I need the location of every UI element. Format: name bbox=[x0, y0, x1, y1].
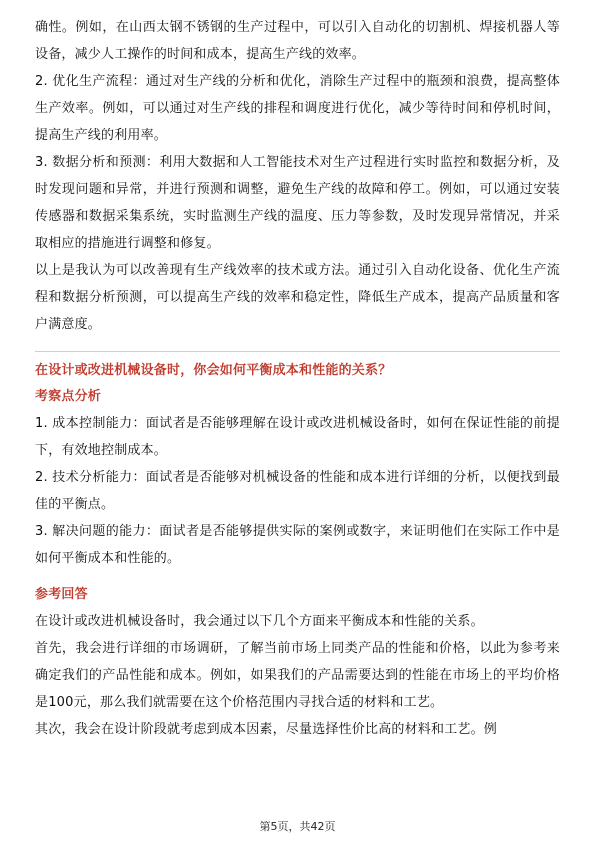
question-title: 在设计或改进机械设备时，你会如何平衡成本和性能的关系？ bbox=[35, 363, 392, 378]
page-number-footer: 第5页，共42页 bbox=[259, 820, 336, 833]
answer-intro: 在设计或改进机械设备时，我会通过以下几个方面来平衡成本和性能的关系。 bbox=[35, 614, 484, 629]
answer-heading: 参考回答 bbox=[35, 587, 88, 602]
document-page bbox=[35, 14, 560, 743]
method-3-paragraph: 3. 数据分析和预测：利用大数据和人工智能技术对生产过程进行实时监控和数据分析，及时发现问题和异常，并进行预测和调整，避免生产线的故障和停工。例如，可以通过安装传感器和数据采集系统，实时监测生产线的温度、压力等参数，及时发现异常情况，并采取相应的措施进行调整和修复。 bbox=[35, 155, 560, 251]
section-divider bbox=[35, 351, 560, 352]
summary-paragraph: 以上是我认为可以改善现有生产线效率的技术或方法。通过引入自动化设备、优化生产流程和数据分析预测，可以提高生产线的效率和稳定性，降低生产成本，提高产品质量和客户满意度。 bbox=[35, 263, 560, 332]
method-2-paragraph: 2. 优化生产流程：通过对生产线的分析和优化，消除生产过程中的瓶颈和浪费，提高整体生产效率。例如，可以通过对生产线的排程和调度进行优化，减少等待时间和停机时间，提高生产线的利用率。 bbox=[35, 74, 560, 143]
analysis-point-1: 1. 成本控制能力：面试者是否能够理解在设计或改进机械设备时，如何在保证性能的前提下，有效地控制成本。 bbox=[35, 416, 560, 458]
answer-first-point: 首先，我会进行详细的市场调研，了解当前市场上同类产品的性能和价格，以此为参考来确定我们的产品性能和成本。例如，如果我们的产品需要达到的性能在市场上的平均价格是100元，那么我们就需要在这个价格范围内寻找合适的材料和工艺。 bbox=[35, 641, 560, 710]
answer-second-point: 其次，我会在设计阶段就考虑到成本因素，尽量选择性价比高的材料和工艺。例 bbox=[35, 722, 498, 737]
analysis-point-2: 2. 技术分析能力：面试者是否能够对机械设备的性能和成本进行详细的分析，以便找到最佳的平衡点。 bbox=[35, 470, 560, 512]
paragraph-continuation: 确性。例如，在山西太钢不锈钢的生产过程中，可以引入自动化的切割机、焊接机器人等设备，减少人工操作的时间和成本，提高生产线的效率。 bbox=[35, 20, 560, 62]
analysis-point-3: 3. 解决问题的能力：面试者是否能够提供实际的案例或数字，来证明他们在实际工作中是如何平衡成本和性能的。 bbox=[35, 524, 560, 566]
analysis-heading: 考察点分析 bbox=[35, 389, 102, 404]
spacer bbox=[35, 572, 560, 582]
